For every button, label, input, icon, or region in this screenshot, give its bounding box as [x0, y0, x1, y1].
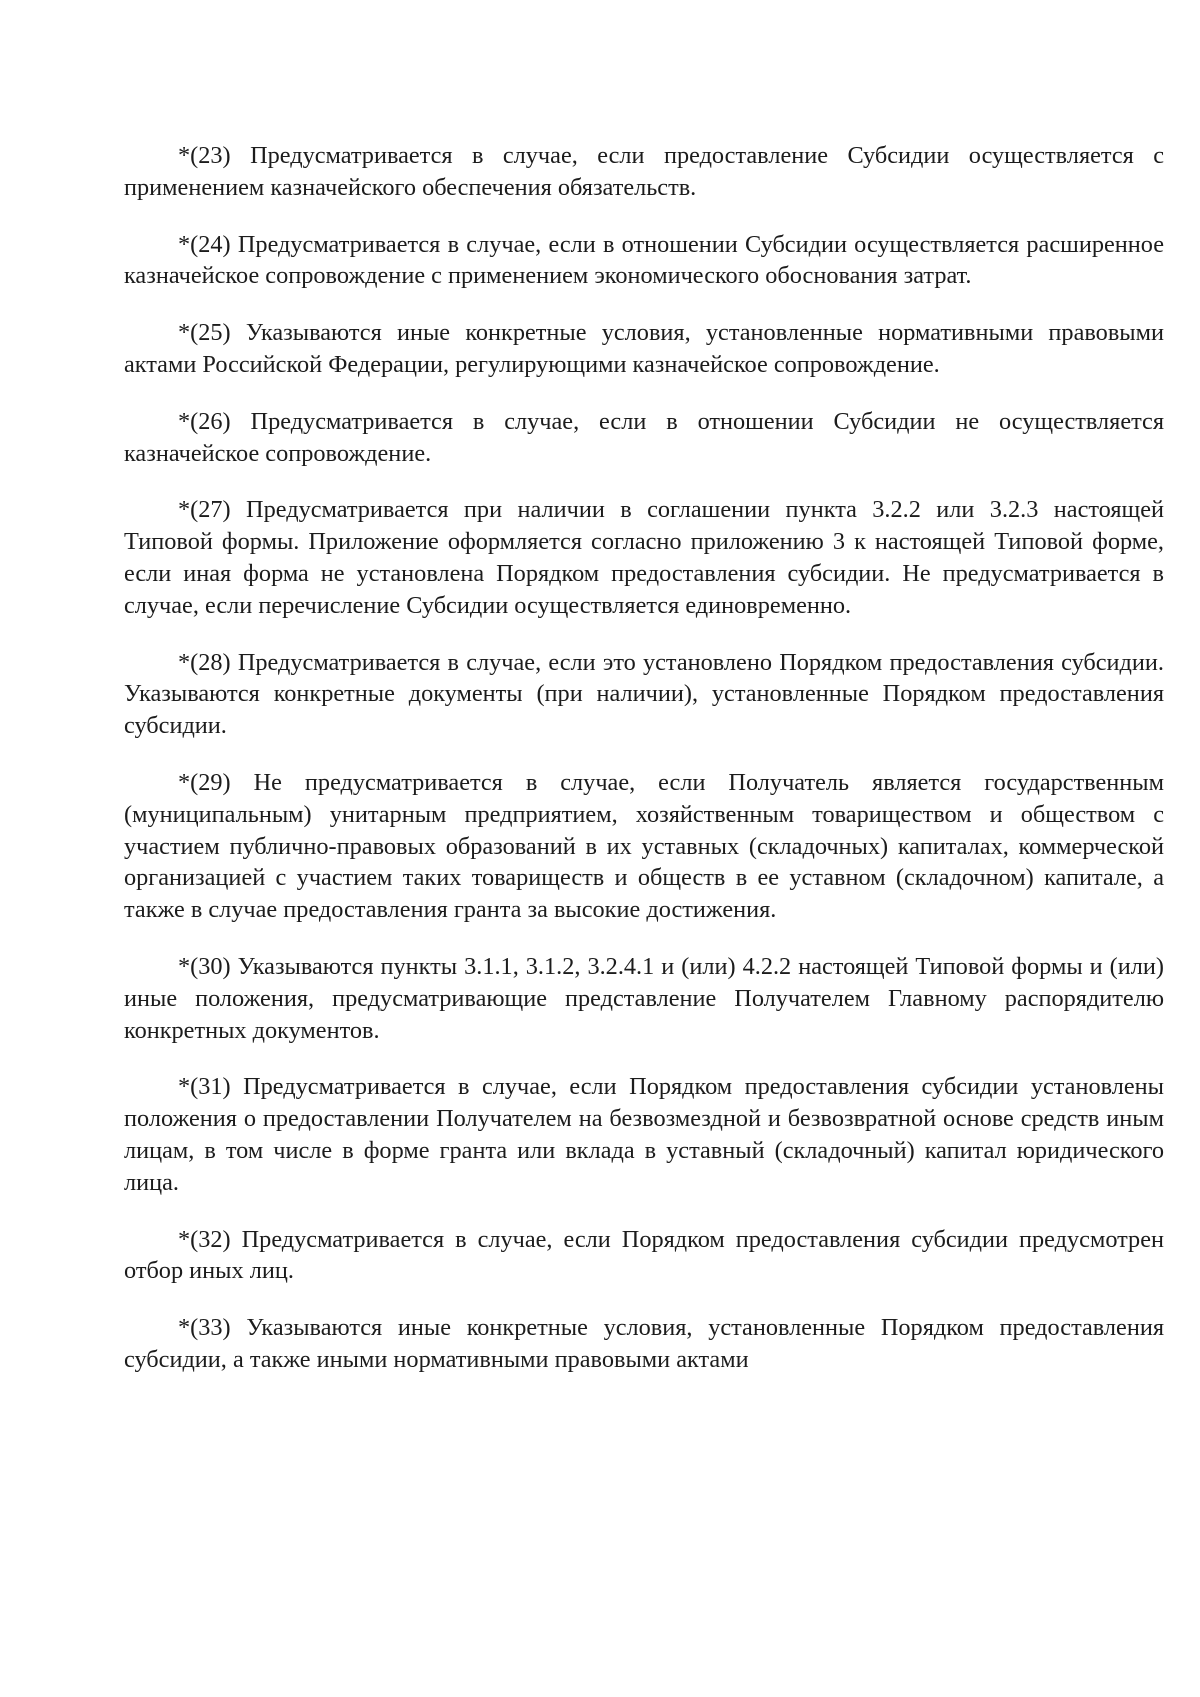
- footnote-marker: *(29): [178, 768, 231, 796]
- footnote-text: Предусматривается в случае, если это установлено Порядком предоставления субсидии. Указываются конкретные документы (при наличии), установленные Порядком предоставления субсидии.: [124, 648, 1164, 740]
- footnote-25: [124, 317, 1164, 381]
- footnote-text: Указываются пункты 3.1.1, 3.1.2, 3.2.4.1 и (или) 4.2.2 настоящей Типовой формы и (или) иные положения, предусматривающие представление Получателем Главному распорядителю конкретных документов.: [124, 952, 1164, 1044]
- footnote-text: Предусматривается в случае, если в отношении Субсидии осуществляется расширенное казначейское сопровождение с применением экономического обоснования затрат.: [124, 230, 1164, 290]
- footnote-text: Указываются иные конкретные условия, установленные нормативными правовыми актами Российской Федерации, регулирующими казначейское сопровождение.: [124, 319, 1164, 378]
- footnote-marker: *(32): [178, 1225, 231, 1253]
- footnote-31: [124, 1071, 1164, 1198]
- footnote-marker: *(33): [178, 1314, 231, 1342]
- footnote-marker: *(27): [178, 496, 231, 524]
- footnote-marker: *(25): [178, 319, 231, 347]
- footnote-30: [124, 951, 1164, 1046]
- footnote-24: [124, 229, 1164, 293]
- footnote-26: [124, 406, 1164, 470]
- footnote-text: Указываются иные конкретные условия, установленные Порядком предоставления субсидии, а также иными нормативными правовыми актами: [124, 1314, 1165, 1373]
- footnote-29: [124, 767, 1164, 926]
- footnote-marker: *(30): [178, 952, 231, 980]
- footnote-marker: *(24): [178, 230, 231, 258]
- footnote-marker: *(31): [178, 1073, 231, 1101]
- footnote-text: Предусматривается в случае, если Порядком предоставления субсидии предусмотрен отбор иных лиц.: [124, 1225, 1164, 1285]
- footnote-23: [124, 140, 1164, 204]
- footnote-text: Предусматривается при наличии в соглашении пункта 3.2.2 или 3.2.3 настоящей Типовой формы. Приложение оформляется согласно приложению 3 к настоящей Типовой форме, если иная форма не установлена Порядком предоставления субсидии. Не предусматривается в случае, если перечисление Субсидии осуществляется единовременно.: [124, 496, 1165, 619]
- footnote-32: [124, 1224, 1164, 1288]
- footnote-28: [124, 647, 1164, 742]
- footnote-text: Предусматривается в случае, если Порядком предоставления субсидии установлены положения о предоставлении Получателем на безвозмездной и безвозвратной основе средств иным лицам, в том числе в форме гранта или вклада в уставный (складочный) капитал юридического лица.: [124, 1073, 1164, 1196]
- footnote-text: Не предусматривается в случае, если Получатель является государственным (муниципальным) унитарным предприятием, хозяйственным товариществом и обществом с участием публично-правовых образований в их уставных (складочных) капиталах, коммерческой организацией с участием таких товариществ и обществ в ее уставном (складочном) капитале, а также в случае предоставления гранта за высокие достижения.: [124, 768, 1165, 924]
- footnote-33: [124, 1312, 1164, 1376]
- footnote-marker: *(28): [178, 648, 231, 676]
- footnotes-list: [124, 140, 1164, 1376]
- footnote-text: Предусматривается в случае, если предоставление Субсидии осуществляется с применением казначейского обеспечения обязательств.: [124, 142, 1164, 201]
- footnote-27: [124, 494, 1164, 621]
- footnote-text: Предусматривается в случае, если в отношении Субсидии не осуществляется казначейское сопровождение.: [124, 407, 1165, 467]
- footnote-marker: *(26): [178, 407, 231, 435]
- footnote-marker: *(23): [178, 142, 231, 169]
